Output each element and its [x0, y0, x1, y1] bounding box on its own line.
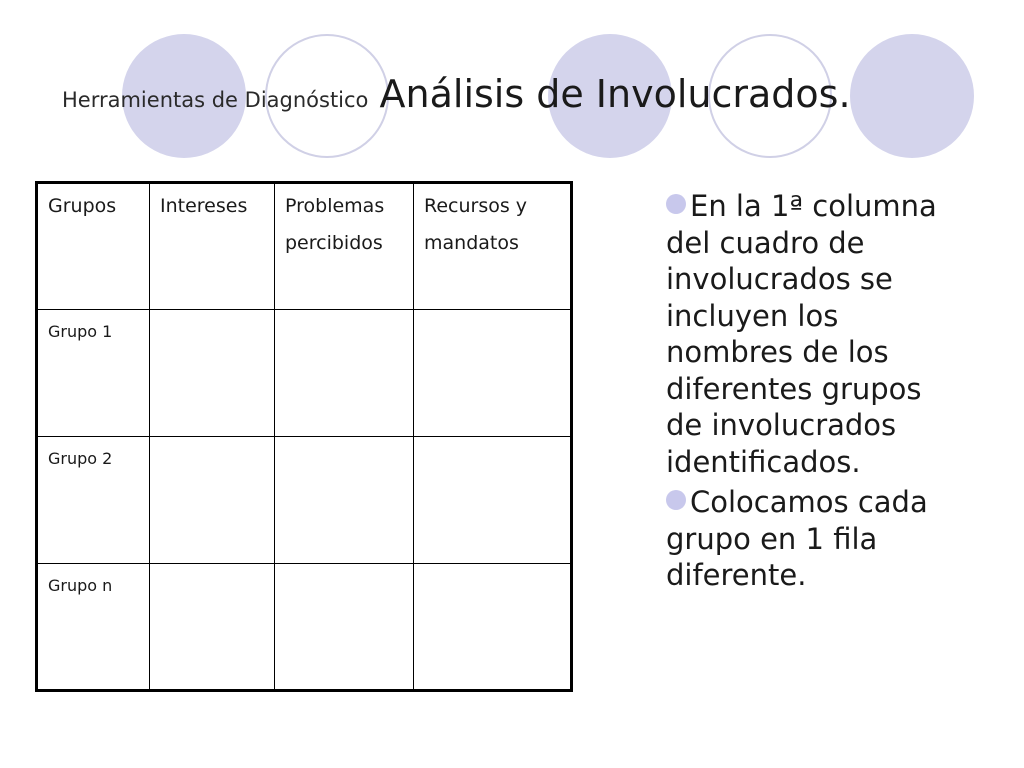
bullet-dot-icon	[666, 490, 686, 510]
table-row	[37, 564, 572, 691]
bullet-item	[666, 484, 966, 594]
table-row	[37, 310, 572, 437]
table-cell	[275, 310, 414, 437]
column-header-grupos: Grupos	[37, 183, 150, 310]
table-cell: Grupo 2	[37, 437, 150, 564]
slide-subtitle: Herramientas de Diagnóstico	[62, 88, 369, 112]
slide-main-title: Análisis de Involucrados.	[379, 72, 851, 116]
table-cell	[275, 564, 414, 691]
table-cell	[150, 310, 275, 437]
column-header-problemas: Problemas percibidos	[275, 183, 414, 310]
table-cell	[275, 437, 414, 564]
column-header-intereses: Intereses	[150, 183, 275, 310]
table-cell	[414, 310, 572, 437]
table-header-row	[37, 183, 572, 310]
table-cell: Grupo 1	[37, 310, 150, 437]
slide-title	[62, 72, 851, 116]
table-cell	[414, 564, 572, 691]
column-header-recursos: Recursos y mandatos	[414, 183, 572, 310]
bullet-list	[666, 188, 966, 598]
stakeholder-table	[35, 181, 573, 692]
bullet-dot-icon	[666, 194, 686, 214]
table-cell	[150, 437, 275, 564]
bullet-text: Colocamos cada grupo en 1 fila diferente.	[666, 485, 928, 592]
table-cell	[150, 564, 275, 691]
table-row	[37, 437, 572, 564]
bullet-item	[666, 188, 966, 480]
bullet-text: En la 1ª columna del cuadro de involucrados se incluyen los nombres de los diferentes grupos de involucrados identificados.	[666, 189, 937, 479]
decor-circle-filled-3	[850, 34, 974, 158]
table-cell: Grupo n	[37, 564, 150, 691]
table-cell	[414, 437, 572, 564]
